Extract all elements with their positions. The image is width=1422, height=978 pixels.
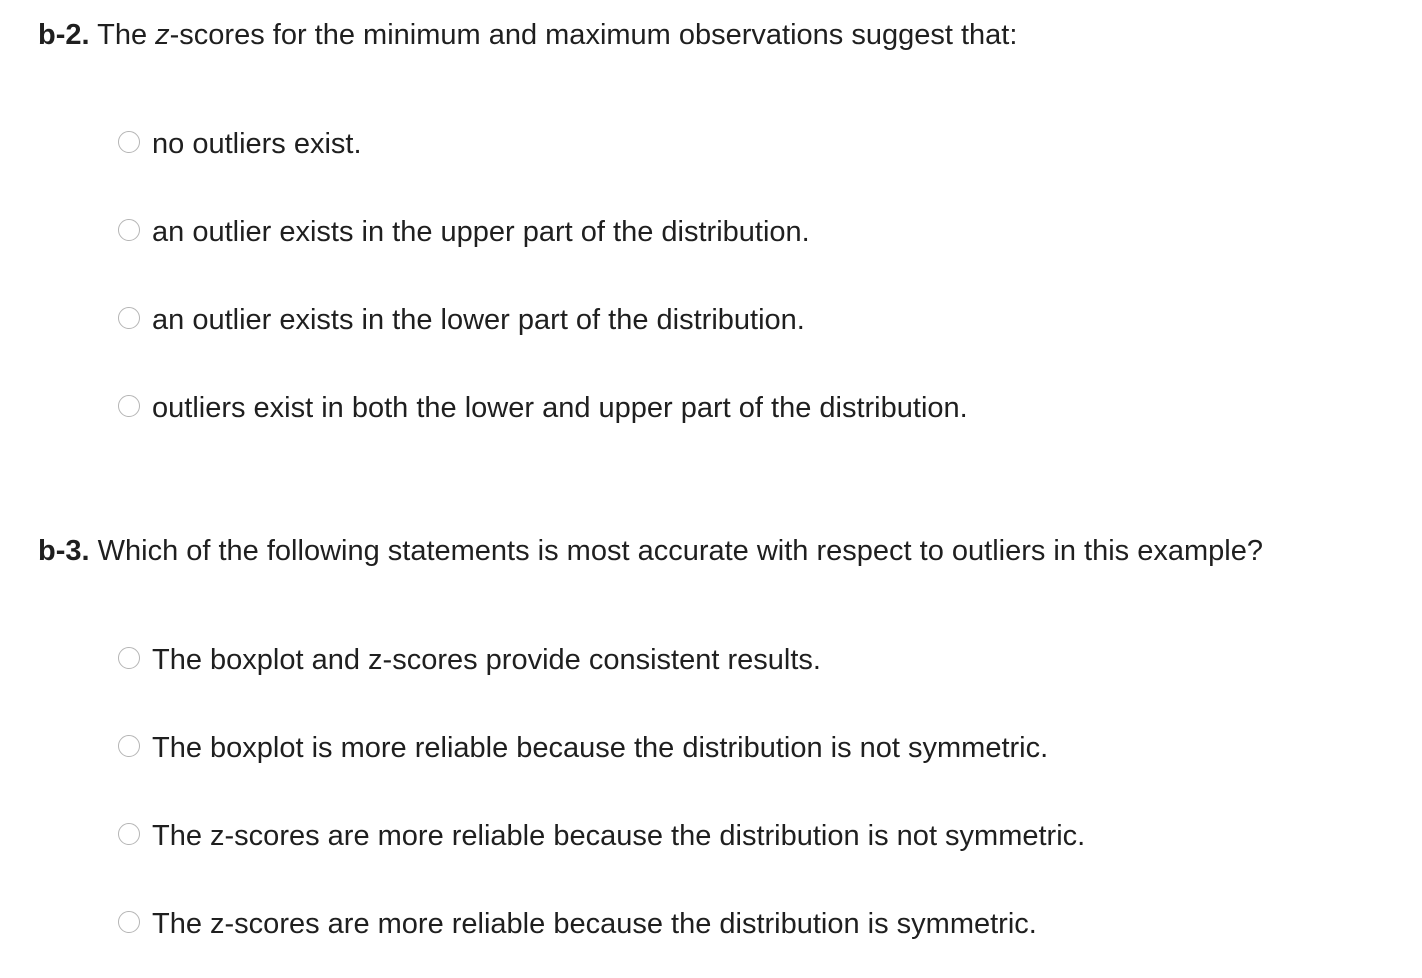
radio-button[interactable]	[118, 219, 140, 241]
question-b2-option-2[interactable]	[118, 188, 968, 276]
radio-button[interactable]	[118, 131, 140, 153]
option-label[interactable]: no outliers exist.	[152, 128, 362, 160]
radio-button[interactable]	[118, 395, 140, 417]
question-b3-option-2[interactable]	[118, 704, 1085, 792]
radio-button[interactable]	[118, 823, 140, 845]
question-b2-option-3[interactable]	[118, 276, 968, 364]
question-b2-text-italic: z	[155, 19, 170, 51]
question-b2-options	[118, 100, 968, 452]
option-label[interactable]: an outlier exists in the lower part of the distribution.	[152, 304, 805, 336]
question-b3-option-1[interactable]	[118, 616, 1085, 704]
radio-button[interactable]	[118, 647, 140, 669]
option-label[interactable]: The boxplot and z-scores provide consistent results.	[152, 644, 821, 676]
option-label[interactable]: The boxplot is more reliable because the distribution is not symmetric.	[152, 732, 1049, 764]
option-label[interactable]: outliers exist in both the lower and upper part of the distribution.	[152, 392, 968, 424]
radio-button[interactable]	[118, 911, 140, 933]
question-b2-prompt	[38, 17, 1017, 53]
question-b2-text-before: The	[97, 19, 156, 51]
question-b2-option-1[interactable]	[118, 100, 968, 188]
question-b3-text: Which of the following statements is most accurate with respect to outliers in this example?	[97, 535, 1263, 567]
radio-button[interactable]	[118, 735, 140, 757]
question-b2-number: b-2.	[38, 19, 90, 51]
question-b2-option-4[interactable]	[118, 364, 968, 452]
question-b3-prompt	[38, 533, 1263, 569]
question-b3-option-3[interactable]	[118, 792, 1085, 880]
question-b2-text-after: -scores for the minimum and maximum observations suggest that:	[169, 19, 1018, 51]
question-b3-option-4[interactable]	[118, 880, 1085, 968]
option-label[interactable]: The z-scores are more reliable because the distribution is symmetric.	[152, 908, 1037, 940]
option-label[interactable]: an outlier exists in the upper part of the distribution.	[152, 216, 810, 248]
question-b3-number: b-3.	[38, 535, 90, 567]
question-b3-options	[118, 616, 1085, 968]
radio-button[interactable]	[118, 307, 140, 329]
option-label[interactable]: The z-scores are more reliable because the distribution is not symmetric.	[152, 820, 1086, 852]
